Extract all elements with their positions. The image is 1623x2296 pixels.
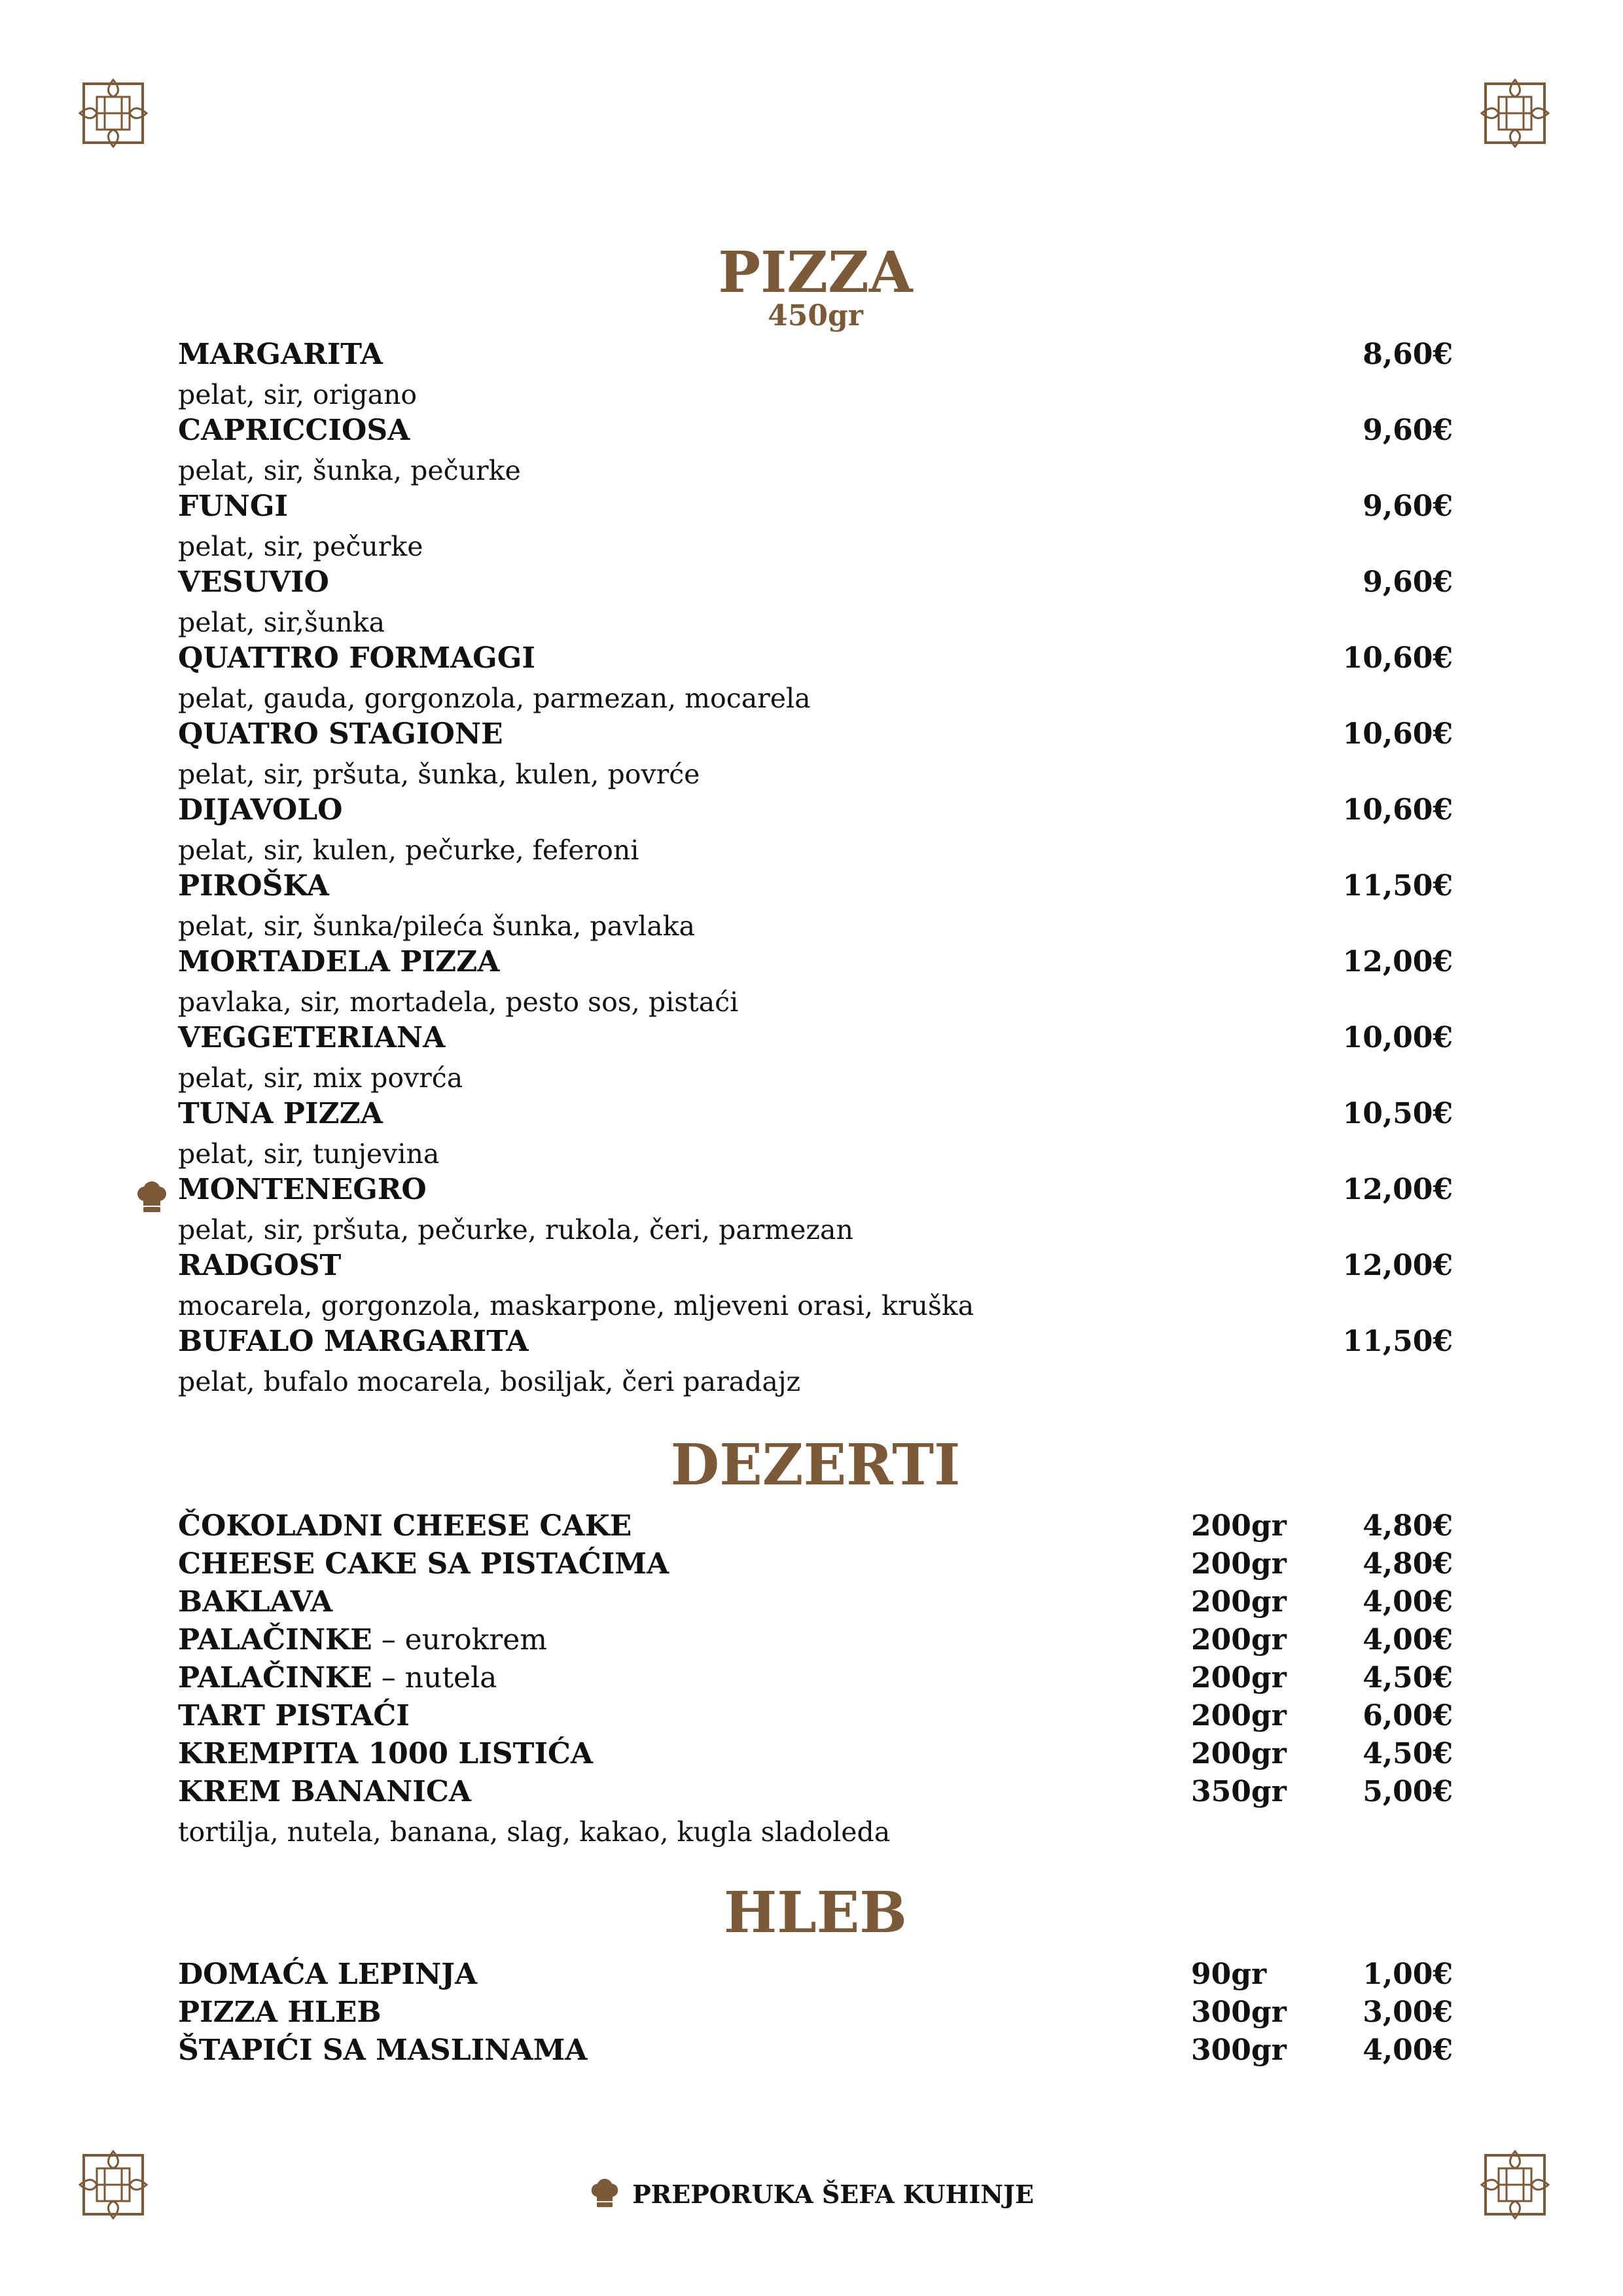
bread-name: PIZZA HLEB <box>178 1995 382 2029</box>
dessert-name <box>178 1585 1191 1619</box>
pizza-item <box>178 641 1453 717</box>
pizza-desc: pelat, sir, pršuta, šunka, kulen, povrće <box>178 758 700 790</box>
pizza-price: 10,60€ <box>1342 717 1453 751</box>
dessert-row <box>178 1775 1453 1813</box>
pizza-name: BUFALO MARGARITA <box>178 1324 529 1358</box>
pizza-name: MARGARITA <box>178 337 383 371</box>
pizza-item <box>178 1173 1453 1249</box>
pizza-price: 10,60€ <box>1342 641 1453 675</box>
dessert-price: 4,80€ <box>1363 1509 1453 1543</box>
dessert-weight: 200gr <box>1191 1699 1287 1733</box>
dessert-name-text: TART PISTAĆI <box>178 1699 410 1733</box>
dessert-qualifier: – eurokrem <box>372 1623 548 1657</box>
pizza-item <box>178 1021 1453 1097</box>
pizza-desc: pelat, bufalo mocarela, bosiljak, čeri paradajz <box>178 1365 801 1397</box>
corner-ornament-top-left <box>77 77 149 149</box>
bread-price: 3,00€ <box>1363 1995 1453 2029</box>
pizza-row <box>178 641 1453 679</box>
dessert-qualifier: – nutela <box>372 1661 497 1695</box>
pizza-row <box>178 565 1453 603</box>
bread-row <box>178 1996 1453 2034</box>
pizza-desc: pelat, gauda, gorgonzola, parmezan, mocarela <box>178 682 811 714</box>
pizza-row <box>178 490 1453 528</box>
bread-name: ŠTAPIĆI SA MASLINAMA <box>178 2033 588 2067</box>
footer-text: PREPORUKA ŠEFA KUHINJE <box>632 2179 1034 2209</box>
chef-hat-icon <box>135 1181 169 1215</box>
pizza-name: MORTADELA PIZZA <box>178 944 500 978</box>
dessert-price: 6,00€ <box>1363 1699 1453 1733</box>
dessert-price: 4,50€ <box>1363 1661 1453 1695</box>
pizza-name: QUATTRO FORMAGGI <box>178 641 535 675</box>
pizza-row <box>178 1097 1453 1135</box>
dessert-weight: 200gr <box>1191 1737 1287 1771</box>
pizza-item <box>178 869 1453 945</box>
menu-content <box>178 242 1453 2072</box>
pizza-price: 10,60€ <box>1342 793 1453 827</box>
dessert-name-text: KREMPITA 1000 LISTIĆA <box>178 1737 594 1771</box>
dessert-name <box>178 1661 1191 1695</box>
pizza-row <box>178 338 1453 376</box>
pizza-row <box>178 945 1453 983</box>
pizza-row <box>178 793 1453 831</box>
pizza-name: MONTENEGRO <box>178 1172 427 1206</box>
pizza-price: 12,00€ <box>1342 1172 1453 1206</box>
bread-weight: 300gr <box>1191 2033 1287 2067</box>
dessert-row <box>178 1699 1453 1737</box>
hleb-list <box>178 1958 1453 2072</box>
hleb-title: HLEB <box>724 1880 907 1946</box>
pizza-list <box>178 338 1453 1401</box>
pizza-desc: pelat, sir, kulen, pečurke, feferoni <box>178 834 639 866</box>
dessert-weight: 200gr <box>1191 1623 1287 1657</box>
bread-price: 4,00€ <box>1363 2033 1453 2067</box>
dessert-weight: 200gr <box>1191 1509 1287 1543</box>
pizza-price: 10,50€ <box>1342 1096 1453 1130</box>
dessert-row <box>178 1509 1453 1547</box>
dessert-name-text: PALAČINKE <box>178 1623 372 1657</box>
bread-price: 1,00€ <box>1363 1957 1453 1991</box>
bread-row <box>178 1958 1453 1996</box>
dessert-row <box>178 1585 1453 1623</box>
pizza-desc: pelat, sir, tunjevina <box>178 1138 440 1170</box>
dessert-name-text: PALAČINKE <box>178 1661 372 1695</box>
pizza-item <box>178 490 1453 565</box>
pizza-item <box>178 1249 1453 1325</box>
dezerti-note: tortilja, nutela, banana, slag, kakao, kugla sladoleda <box>178 1816 891 1848</box>
pizza-row <box>178 1325 1453 1363</box>
dessert-weight: 200gr <box>1191 1547 1287 1581</box>
bread-row <box>178 2034 1453 2072</box>
dessert-name <box>178 1699 1191 1732</box>
pizza-row <box>178 414 1453 452</box>
pizza-desc: pelat, sir, origano <box>178 378 418 410</box>
pizza-name: TUNA PIZZA <box>178 1096 383 1130</box>
pizza-row <box>178 1249 1453 1287</box>
pizza-row <box>178 1021 1453 1059</box>
bread-weight: 90gr <box>1191 1957 1267 1991</box>
dessert-name <box>178 1775 1191 1808</box>
pizza-desc: pelat, sir, šunka, pečurke <box>178 454 521 486</box>
bread-weight: 300gr <box>1191 1995 1287 2029</box>
dessert-name-text: KREM BANANICA <box>178 1775 472 1809</box>
chef-hat-icon <box>589 2178 620 2210</box>
dessert-price: 5,00€ <box>1363 1775 1453 1809</box>
pizza-item <box>178 793 1453 869</box>
dessert-row <box>178 1737 1453 1775</box>
pizza-item <box>178 1097 1453 1173</box>
pizza-name: QUATRO STAGIONE <box>178 717 503 751</box>
pizza-item <box>178 945 1453 1021</box>
pizza-desc: pelat, sir, pršuta, pečurke, rukola, čeri, parmezan <box>178 1213 853 1246</box>
pizza-desc: pelat, sir,šunka <box>178 606 385 638</box>
dessert-name-text: BAKLAVA <box>178 1585 333 1619</box>
pizza-item <box>178 717 1453 793</box>
pizza-desc: pelat, sir, šunka/pileća šunka, pavlaka <box>178 910 695 942</box>
dessert-weight: 200gr <box>1191 1585 1287 1619</box>
pizza-price: 8,60€ <box>1363 337 1453 371</box>
pizza-desc: pelat, sir, mix povrća <box>178 1062 463 1094</box>
pizza-name: RADGOST <box>178 1248 342 1282</box>
pizza-name: VESUVIO <box>178 565 329 599</box>
pizza-price: 11,50€ <box>1342 869 1453 903</box>
pizza-name: FUNGI <box>178 489 288 523</box>
pizza-name: DIJAVOLO <box>178 793 343 827</box>
dessert-price: 4,00€ <box>1363 1623 1453 1657</box>
pizza-price: 9,60€ <box>1363 565 1453 599</box>
footer-legend <box>0 2178 1623 2210</box>
dessert-price: 4,50€ <box>1363 1737 1453 1771</box>
dessert-name <box>178 1623 1191 1657</box>
dessert-row <box>178 1661 1453 1699</box>
pizza-row <box>178 717 1453 755</box>
dessert-name-text: CHEESE CAKE SA PISTAĆIMA <box>178 1547 669 1581</box>
pizza-name: CAPRICCIOSA <box>178 413 410 447</box>
pizza-price: 11,50€ <box>1342 1324 1453 1358</box>
dessert-row <box>178 1623 1453 1661</box>
dessert-weight: 350gr <box>1191 1775 1287 1809</box>
dessert-name <box>178 1509 1191 1543</box>
pizza-name: PIROŠKA <box>178 869 329 903</box>
pizza-price: 9,60€ <box>1363 413 1453 447</box>
pizza-title: PIZZA <box>718 240 913 306</box>
dessert-weight: 200gr <box>1191 1661 1287 1695</box>
pizza-desc: pelat, sir, pečurke <box>178 530 423 562</box>
pizza-item <box>178 414 1453 490</box>
pizza-subtitle: 450gr <box>768 298 863 332</box>
dessert-row <box>178 1547 1453 1585</box>
pizza-item <box>178 338 1453 414</box>
pizza-desc: pavlaka, sir, mortadela, pesto sos, pistaći <box>178 986 739 1018</box>
pizza-item <box>178 565 1453 641</box>
pizza-item <box>178 1325 1453 1401</box>
pizza-desc: mocarela, gorgonzola, maskarpone, mljeveni orasi, kruška <box>178 1289 974 1321</box>
pizza-price: 9,60€ <box>1363 489 1453 523</box>
corner-ornament-top-right <box>1479 77 1551 149</box>
pizza-price: 12,00€ <box>1342 944 1453 978</box>
dessert-price: 4,00€ <box>1363 1585 1453 1619</box>
pizza-price: 10,00€ <box>1342 1020 1453 1054</box>
dessert-name-text: ČOKOLADNI CHEESE CAKE <box>178 1509 632 1543</box>
pizza-row <box>178 869 1453 907</box>
dezerti-list <box>178 1509 1453 1813</box>
pizza-name: VEGGETERIANA <box>178 1020 446 1054</box>
dessert-price: 4,80€ <box>1363 1547 1453 1581</box>
dessert-name <box>178 1737 1191 1770</box>
pizza-row <box>178 1173 1453 1211</box>
dezerti-title: DEZERTI <box>670 1431 961 1498</box>
pizza-price: 12,00€ <box>1342 1248 1453 1282</box>
bread-name: DOMAĆA LEPINJA <box>178 1957 478 1991</box>
dessert-name <box>178 1547 1191 1581</box>
